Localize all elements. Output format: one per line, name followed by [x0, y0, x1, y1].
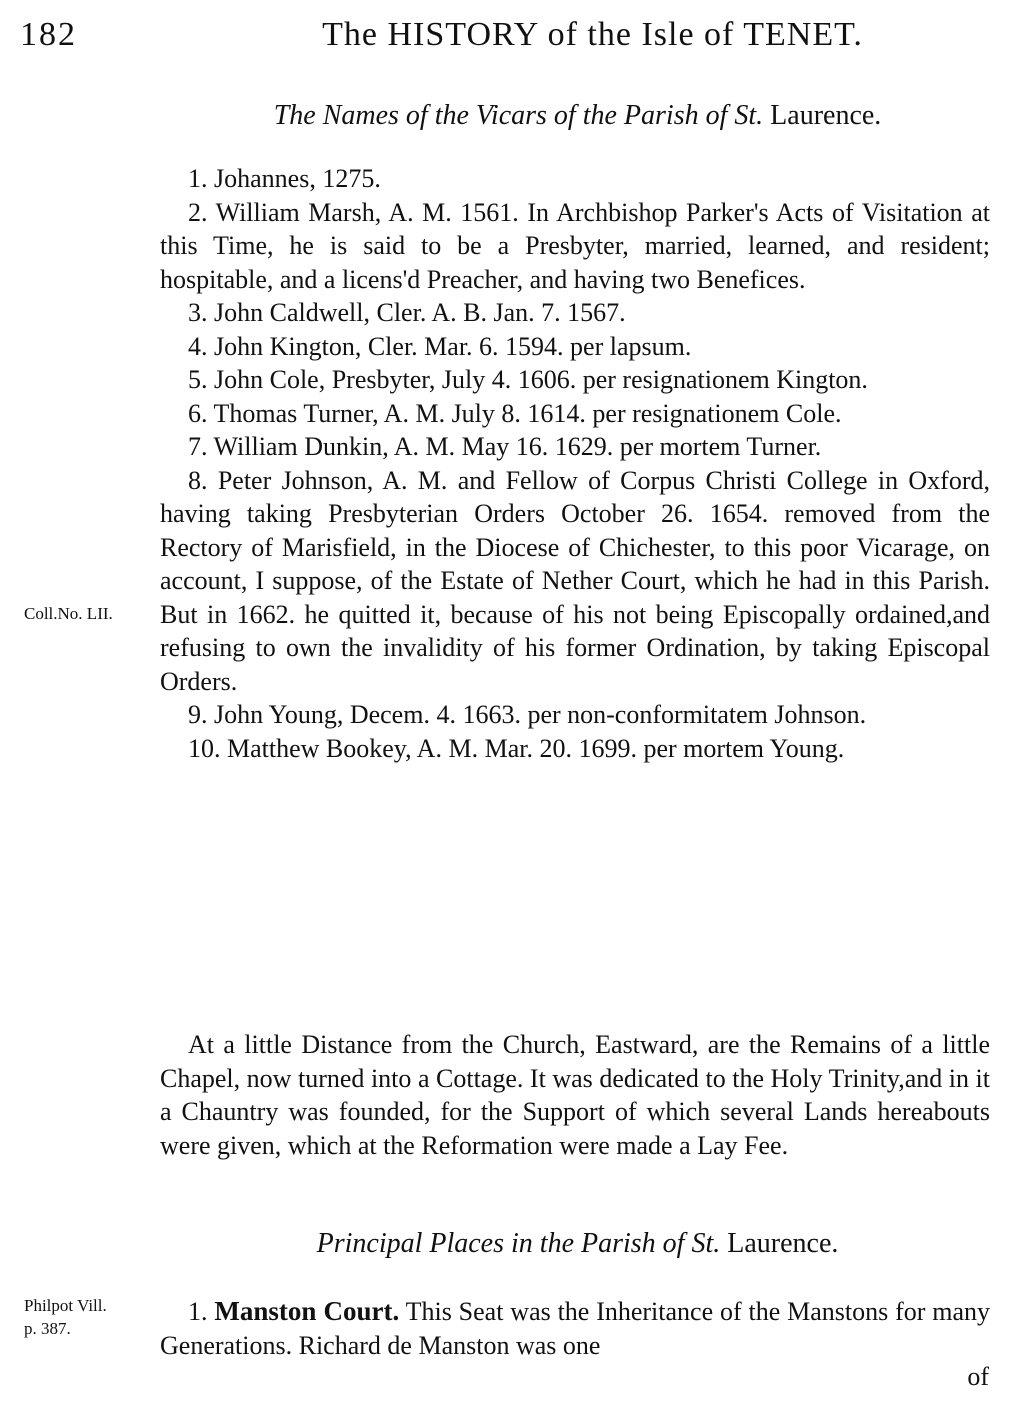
- vicars-section-title: [160, 100, 995, 132]
- vicar-entry: 8. Peter Johnson, A. M. and Fellow of Corpus Christi College in Oxford, having taking Presbyterian Orders October 26. 1654. removed from the Rectory of Marisfield, in the Diocese of Chichester, to this poor Vicarage, on account, I suppose, of the Estate of Nether Court, which he had in this Parish. But in 1662. he quitted it, because of his not being Episcopally ordained,and refusing to own the invalidity of his former Ordination, by taking Episcopal Orders.: [160, 465, 990, 696]
- vicar-entry: 1. Johannes, 1275.: [188, 164, 381, 193]
- vicars-title-suffix: Laurence.: [770, 100, 882, 131]
- vicar-entry: 2. William Marsh, A. M. 1561. In Archbishop Parker's Acts of Visitation at this Time, he is said to be a Presbyter, married, learned, and resident; hospitable, and a licens'd Preacher, and having two Benefices.: [160, 197, 990, 294]
- vicars-title-text: The Names of the Vicars of the Parish of St.: [273, 100, 764, 131]
- place-entry: [160, 1295, 990, 1362]
- place-name: Manston Court.: [214, 1296, 400, 1326]
- margin-note-philpot: Philpot Vill. p. 387.: [24, 1296, 107, 1338]
- vicar-entry: 3. John Caldwell, Cler. A. B. Jan. 7. 1567.: [188, 298, 626, 327]
- page-number: 182: [20, 16, 77, 53]
- vicar-entry: 6. Thomas Turner, A. M. July 8. 1614. per resignationem Cole.: [188, 398, 842, 428]
- page-header: [20, 16, 995, 64]
- vicar-entry: 10. Matthew Bookey, A. M. Mar. 20. 1699. per mortem Young.: [188, 733, 845, 763]
- vicar-entry: 9. John Young, Decem. 4. 1663. per non-conformitatem Johnson.: [188, 700, 867, 729]
- vicar-entry: 5. John Cole, Presbyter, July 4. 1606. per resignationem Kington.: [188, 365, 868, 394]
- vicars-list: [160, 162, 990, 765]
- places-section-title: [160, 1228, 995, 1260]
- places-title-suffix: Laurence.: [727, 1228, 839, 1259]
- margin-note-coll: Coll.No. LII.: [24, 604, 113, 623]
- vicar-entry: 7. William Dunkin, A. M. May 16. 1629. per mortem Turner.: [188, 432, 822, 461]
- place-number: 1.: [188, 1297, 208, 1326]
- running-title: The HISTORY of the Isle of TENET.: [322, 16, 863, 53]
- place-text: This Seat was the Inheritance of the Manstons for many Generations. Richard de Manston was one: [160, 1297, 991, 1360]
- vicar-entry: 4. John Kington, Cler. Mar. 6. 1594. per lapsum.: [188, 331, 692, 361]
- catchword: of: [967, 1362, 989, 1391]
- chapel-paragraph: At a little Distance from the Church, Eastward, are the Remains of a little Chapel, now turned into a Cottage. It was dedicated to the Holy Trinity,and in it a Chauntry was founded, for the Support of which several Lands hereabouts were given, which at the Reformation were made a Lay Fee.: [160, 1030, 990, 1160]
- places-title-text: Principal Places in the Parish of St.: [316, 1228, 721, 1259]
